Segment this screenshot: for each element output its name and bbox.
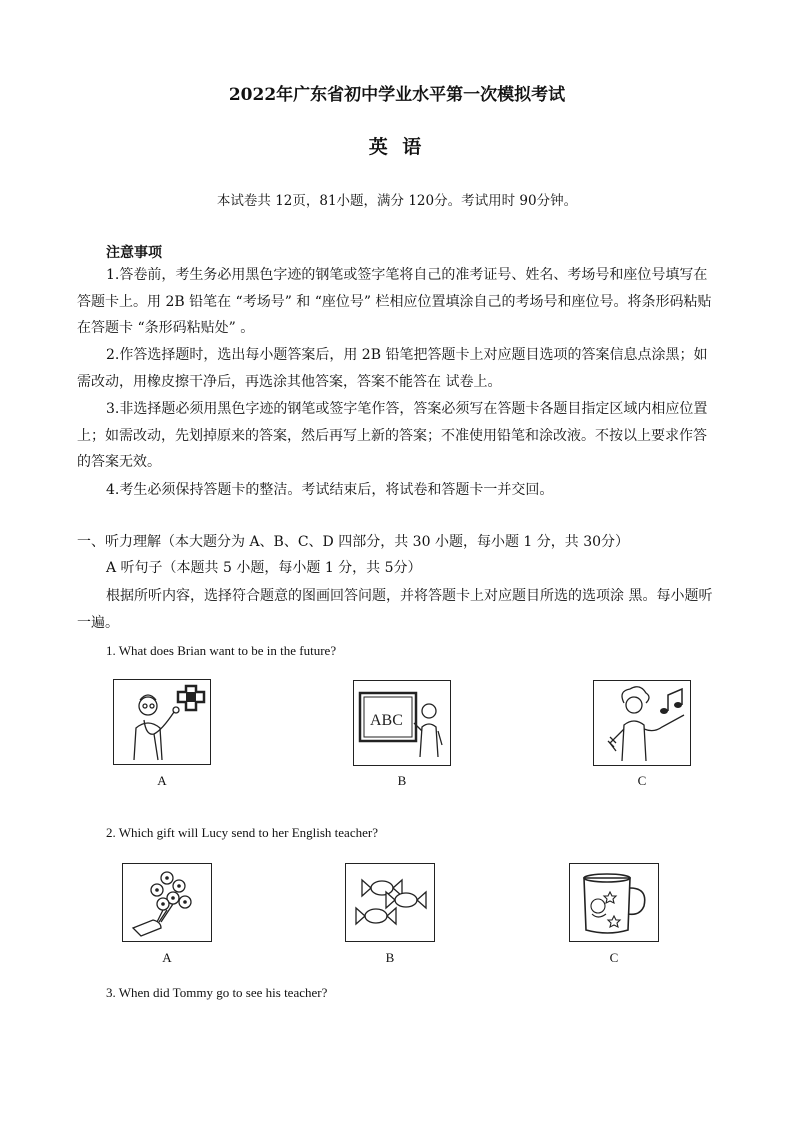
doctor-picture: [113, 679, 211, 765]
notice-heading: 注意事项: [106, 245, 162, 261]
mug-icon: [570, 864, 658, 941]
exam-title: 2022年广东省初中学业水平第一次模拟考试: [228, 85, 566, 105]
question-3: 3. When did Tommy go to see his teacher?: [106, 985, 328, 1000]
exam-info: 本试卷共 12页，81小题，满分 120分。考试用时 90分钟。: [216, 193, 578, 209]
option-label: A: [162, 950, 172, 965]
part-a-title: A 听句子（本题共 5 小题，每小题 1 分，共 5分）: [106, 560, 422, 576]
part-a-instruction: 根据所听内容，选择符合题意的图画回答问题，并将答题卡上对应题目所选的选项涂 黑。每小题听一遍。: [77, 588, 713, 631]
question-1: 1. What does Brian want to be in the future?: [106, 643, 337, 658]
notice-item-3: 3.非选择题必须用黑色字迹的钢笔或签字笔作答，答案必须写在答题卡各题目指定区域内相应位置上；如需改动，先划掉原来的答案，然后再写上新的答案；不准使用铅笔和涂改液。不按以上要求作答的答案无效。: [77, 401, 708, 470]
teacher-picture: [353, 680, 451, 766]
question-2: 2. Which gift will Lucy send to her English teacher?: [106, 825, 378, 840]
notice-item-1: 1.答卷前，考生务必用黑色字迹的钢笔或签字笔将自己的准考证号、姓名、考场号和座位号填写在答题卡上。用 2B 铅笔在 “考场号” 和 “座位号” 栏相应位置填涂自己的考场号和座位号。将条形码粘贴在答题卡 “条形码粘贴处” 。: [77, 267, 712, 336]
section-title: 一、听力理解（本大题分为 A、B、C、D 四部分，共 30 小题，每小题 1 分，共 30分）: [77, 534, 630, 550]
subject-title: 英 语: [368, 136, 426, 158]
doctor-icon: [114, 680, 210, 764]
option-label: B: [385, 950, 395, 965]
teacher-blackboard-icon: [354, 681, 450, 765]
blackboard-text: ABC: [370, 712, 403, 729]
conductor-picture: [593, 680, 691, 766]
candies-picture: [345, 863, 435, 942]
option-label: A: [157, 773, 167, 788]
flowers-icon: [123, 864, 211, 941]
mug-picture: [569, 863, 659, 942]
flowers-picture: [122, 863, 212, 942]
option-label: B: [397, 773, 407, 788]
option-label: C: [637, 773, 647, 788]
conductor-icon: [594, 681, 690, 765]
option-label: C: [609, 950, 619, 965]
notice-item-2: 2.作答选择题时，选出每小题答案后，用 2B 铅笔把答题卡上对应题目选项的答案信息点涂黑；如需改动，用橡皮擦干净后，再选涂其他答案，答案不能答在 试卷上。: [77, 347, 708, 390]
candy-icon: [346, 864, 434, 941]
notice-item-4: 4.考生必须保持答题卡的整洁。考试结束后，将试卷和答题卡一并交回。: [106, 482, 554, 498]
